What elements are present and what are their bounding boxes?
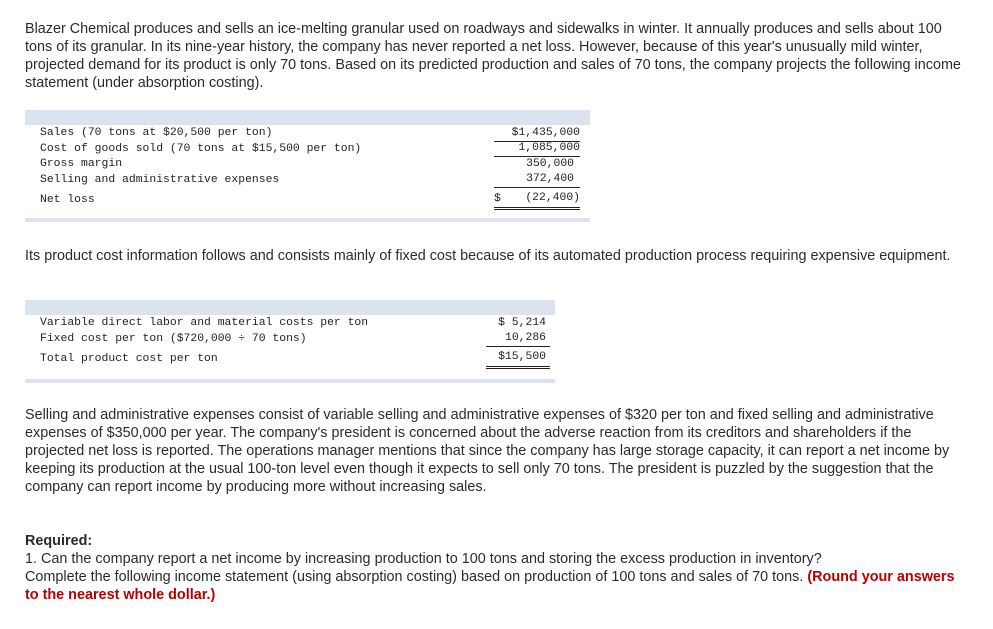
intro-paragraph: Blazer Chemical produces and sells an ice-melting granular used on roadways and sidewalks in winter. It annually produces and sells about 100 tons of its granular. In its nine-year history, the company has never reported a net loss. However, because of this year's unusually mild winter, projected demand for its product is only 70 tons. Based on its predicted production and sales of 70 tons, the company projects the following income statement (under absorption costing).	[25, 21, 961, 91]
selling-admin-amount: 372,400	[494, 173, 580, 188]
income-statement-table	[25, 110, 590, 222]
round-note: (Round your answers to the nearest whole dollar.)	[25, 569, 955, 603]
cogs-label: Cost of goods sold (70 tons at $15,500 per ton)	[40, 143, 362, 155]
gross-margin-amount: 350,000	[526, 158, 574, 170]
cogs-amount: 1,085,000	[494, 142, 580, 157]
required-heading: Required:	[25, 533, 93, 549]
instruction-text: Complete the following income statement (using absorption costing) based on production of 100 tons and sales of 70 tons.	[25, 569, 804, 585]
required-instruction	[25, 568, 970, 604]
product-cost-paragraph: Its product cost information follows and consists mainly of fixed cost because of its automated production process requiring expensive equipment.	[25, 248, 951, 264]
variable-cost-amount: $ 5,214	[498, 317, 546, 329]
gross-margin-label: Gross margin	[40, 158, 123, 170]
net-loss-label: Net loss	[40, 194, 95, 206]
table-header-bar	[25, 300, 555, 315]
sales-label: Sales (70 tons at $20,500 per ton)	[40, 127, 273, 139]
table-header-bar	[25, 110, 590, 125]
sales-amount: $1,435,000	[494, 127, 580, 142]
net-loss-amount: (22,400)	[494, 192, 580, 210]
net-loss-dollar-sign: $	[494, 193, 501, 205]
total-cost-label: Total product cost per ton	[40, 353, 218, 365]
required-question: 1. Can the company report a net income by increasing production to 100 tons and storing the excess production in inventory?	[25, 551, 822, 567]
selling-admin-paragraph: Selling and administrative expenses consist of variable selling and administrative expenses of $320 per ton and fixed selling and administrative expenses of $350,000 per year. The company's president is concerned about the adverse reaction from its creditors and shareholders if the projected net loss is reported. The operations manager mentions that since the company has large storage capacity, it can report a net income by keeping its production at the usual 100-ton level even though it expects to sell only 70 tons. The president is puzzled by the suggestion that the company can report income by producing more without increasing sales.	[25, 407, 950, 495]
fixed-cost-amount: 10,286	[486, 332, 550, 347]
fixed-cost-label: Fixed cost per ton ($720,000 ÷ 70 tons)	[40, 333, 307, 345]
product-cost-table	[25, 300, 555, 383]
table-footer-bar	[25, 218, 590, 222]
selling-admin-label: Selling and administrative expenses	[40, 174, 280, 186]
variable-cost-label: Variable direct labor and material costs per ton	[40, 317, 369, 329]
total-cost-amount: $15,500	[486, 351, 550, 369]
table-footer-bar	[25, 379, 555, 383]
